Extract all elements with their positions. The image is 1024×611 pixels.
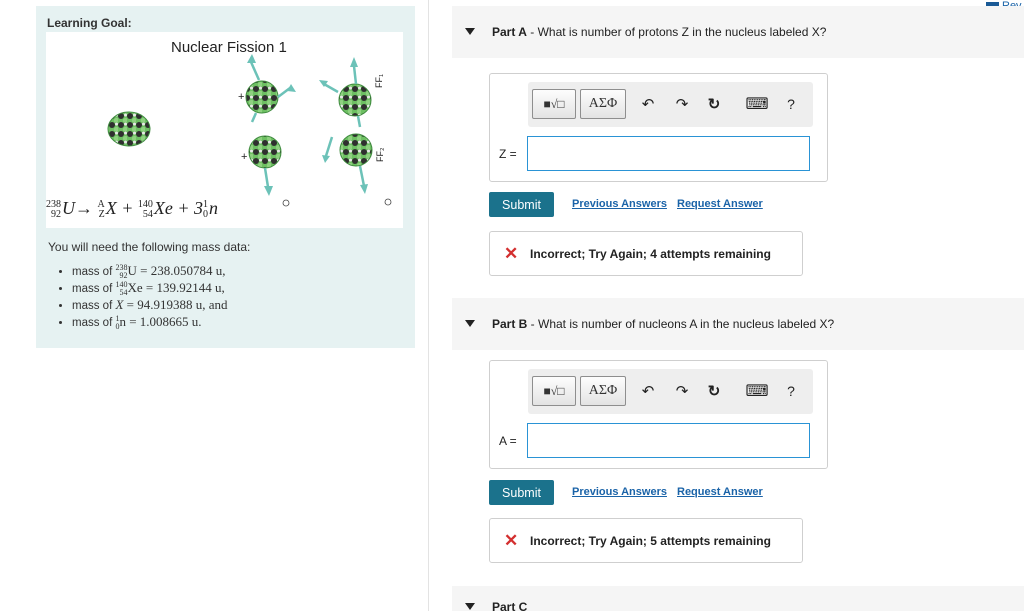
u-symbol: U [62, 198, 75, 218]
undo-icon[interactable]: ↶ [641, 383, 655, 400]
xe-mass-number: 140 [137, 198, 153, 210]
n-symbol: n [209, 198, 219, 218]
math-toolbar [528, 82, 813, 127]
neutron-coefficient: 3 [194, 198, 204, 218]
part-b-header[interactable] [452, 298, 1024, 350]
error-x-icon: ✕ [504, 531, 519, 550]
part-b-title: Part B - What is number of nucleons A in the nucleus labeled X? [492, 317, 835, 331]
fragment-label-1: FF₂ [375, 147, 385, 162]
plus-symbol: + [121, 198, 134, 218]
part-b-request-answer-link[interactable]: Request Answer [677, 486, 763, 498]
part-b-submit-button[interactable]: Submit [489, 480, 554, 505]
list-item: • mass of 140 54 Xe = 139.92144 u, [72, 279, 228, 296]
part-a-header[interactable] [452, 6, 1024, 58]
mass-data-intro: You will need the following mass data: [48, 240, 251, 254]
keyboard-icon[interactable]: ⌨ [745, 383, 769, 400]
n-atomic-number: 0 [203, 208, 209, 220]
xe-symbol: Xe [153, 198, 173, 218]
z-input[interactable] [527, 136, 810, 171]
x-atomic-number: Z [98, 208, 105, 220]
figure-title: Nuclear Fission 1 [171, 39, 287, 56]
list-item: • mass of X = 94.919388 u, and [72, 296, 228, 313]
plus-symbol: + [177, 198, 190, 218]
fragment-top [238, 54, 371, 127]
keyboard-icon[interactable]: ⌨ [745, 96, 769, 113]
part-b-answer-box [489, 360, 828, 469]
part-a-answer-box [489, 73, 828, 182]
arrow-symbol: → [75, 198, 93, 218]
part-a-feedback [489, 231, 803, 276]
list-item: • mass of 1 0 n = 1.008665 u. [72, 313, 228, 330]
symbols-button[interactable]: ΑΣΦ [580, 89, 626, 119]
redo-icon[interactable]: ↷ [675, 383, 689, 400]
x-mass-number: A [97, 198, 105, 210]
math-toolbar [528, 369, 813, 414]
part-b-feedback [489, 518, 803, 563]
templates-button[interactable]: ■√□ [532, 89, 576, 119]
part-c-header[interactable] [452, 586, 1024, 611]
n-mass-number: 1 [203, 198, 209, 210]
svg-text:+: + [238, 91, 245, 103]
part-a-request-answer-link[interactable]: Request Answer [677, 198, 763, 210]
watermark-icon [283, 199, 391, 206]
redo-icon[interactable]: ↷ [675, 96, 689, 113]
symbols-button[interactable]: ΑΣΦ [580, 376, 626, 406]
reset-icon[interactable]: ↻ [707, 383, 721, 400]
xe-atomic-number: 54 [142, 208, 153, 220]
z-field-label: Z = [499, 147, 517, 161]
fragment-label-2: FF₁ [374, 73, 384, 88]
column-divider [428, 0, 429, 611]
list-item: • mass of 238 92 U = 238.050784 u, [72, 262, 228, 279]
u-mass-number: 238 [46, 198, 61, 210]
error-x-icon: ✕ [504, 244, 519, 263]
collapse-triangle-icon[interactable] [465, 320, 475, 327]
a-field-label: A = [499, 434, 517, 448]
learning-goal-panel [36, 6, 415, 348]
fission-equation [46, 198, 218, 220]
part-a-submit-button[interactable]: Submit [489, 192, 554, 217]
part-a-feedback-text: Incorrect; Try Again; 4 attempts remaining [530, 247, 771, 261]
templates-button[interactable]: ■√□ [532, 376, 576, 406]
part-a-title: Part A - What is number of protons Z in the nucleus labeled X? [492, 25, 827, 39]
uranium-nucleus [108, 112, 150, 146]
learning-goal-label: Learning Goal: [47, 16, 132, 30]
collapse-triangle-icon[interactable] [465, 28, 475, 35]
svg-text:+: + [241, 151, 248, 163]
a-input[interactable] [527, 423, 810, 458]
help-icon[interactable]: ? [787, 383, 795, 399]
undo-icon[interactable]: ↶ [641, 96, 655, 113]
part-b-previous-answers-link[interactable]: Previous Answers [572, 486, 667, 498]
reset-icon[interactable]: ↻ [707, 96, 721, 113]
x-symbol: X [105, 198, 117, 218]
part-a-previous-answers-link[interactable]: Previous Answers [572, 198, 667, 210]
help-icon[interactable]: ? [787, 96, 795, 112]
mass-data-list [64, 262, 228, 330]
fragment-bottom [241, 134, 372, 196]
part-b-feedback-text: Incorrect; Try Again; 5 attempts remaining [530, 534, 771, 548]
u-atomic-number: 92 [51, 208, 61, 220]
part-c-title: Part C [492, 600, 528, 611]
collapse-triangle-icon[interactable] [465, 603, 475, 610]
